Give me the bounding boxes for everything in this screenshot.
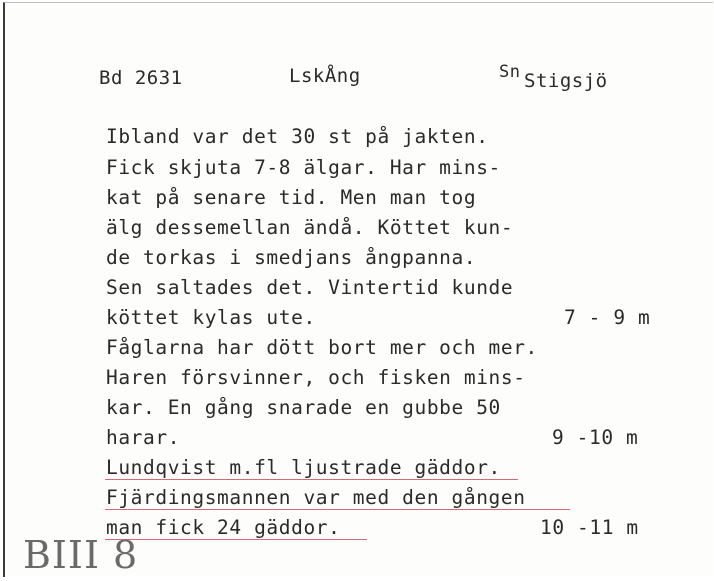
time-range: 9 -10 m <box>552 426 639 449</box>
text-line: älg dessemellan ändå. Köttet kun- <box>106 216 514 239</box>
text-line: Lundqvist m.fl ljustrade gäddor. <box>106 456 501 479</box>
text-line: Haren försvinner, och fisken mins- <box>106 366 526 389</box>
time-range: 10 -11 m <box>540 516 639 539</box>
handwritten-signum: BIII 8 <box>23 533 139 577</box>
text-line: köttet kylas ute. <box>106 306 316 329</box>
underline-mark <box>105 539 367 540</box>
text-line: kat på senare tid. Men man tog <box>106 186 477 209</box>
text-line: Fick skjuta 7-8 älgar. Har mins- <box>106 156 501 179</box>
text-line: Fjärdingsmannen var med den gången <box>106 486 526 509</box>
archive-card <box>3 2 713 577</box>
text-line: Sen saltades det. Vintertid kunde <box>106 276 514 299</box>
text-line: kar. En gång snarade en gubbe 50 <box>106 396 501 419</box>
text-line: de torkas i smedjans ångpanna. <box>106 246 477 269</box>
text-line: man fick 24 gäddor. <box>106 516 341 539</box>
time-range: 7 - 9 m <box>564 306 651 329</box>
card-id: Bd 2631 <box>99 67 183 89</box>
underline-mark <box>105 509 570 510</box>
parish-label: LskÅng <box>289 65 361 87</box>
text-line: harar. <box>106 426 181 449</box>
text-line: Ibland var det 30 st på jakten. <box>106 125 489 148</box>
place-prefix: Sn <box>499 62 521 82</box>
place-name: Stigsjö <box>524 70 608 92</box>
underline-mark <box>105 479 518 480</box>
text-line: Fåglarna har dött bort mer och mer. <box>106 336 538 359</box>
